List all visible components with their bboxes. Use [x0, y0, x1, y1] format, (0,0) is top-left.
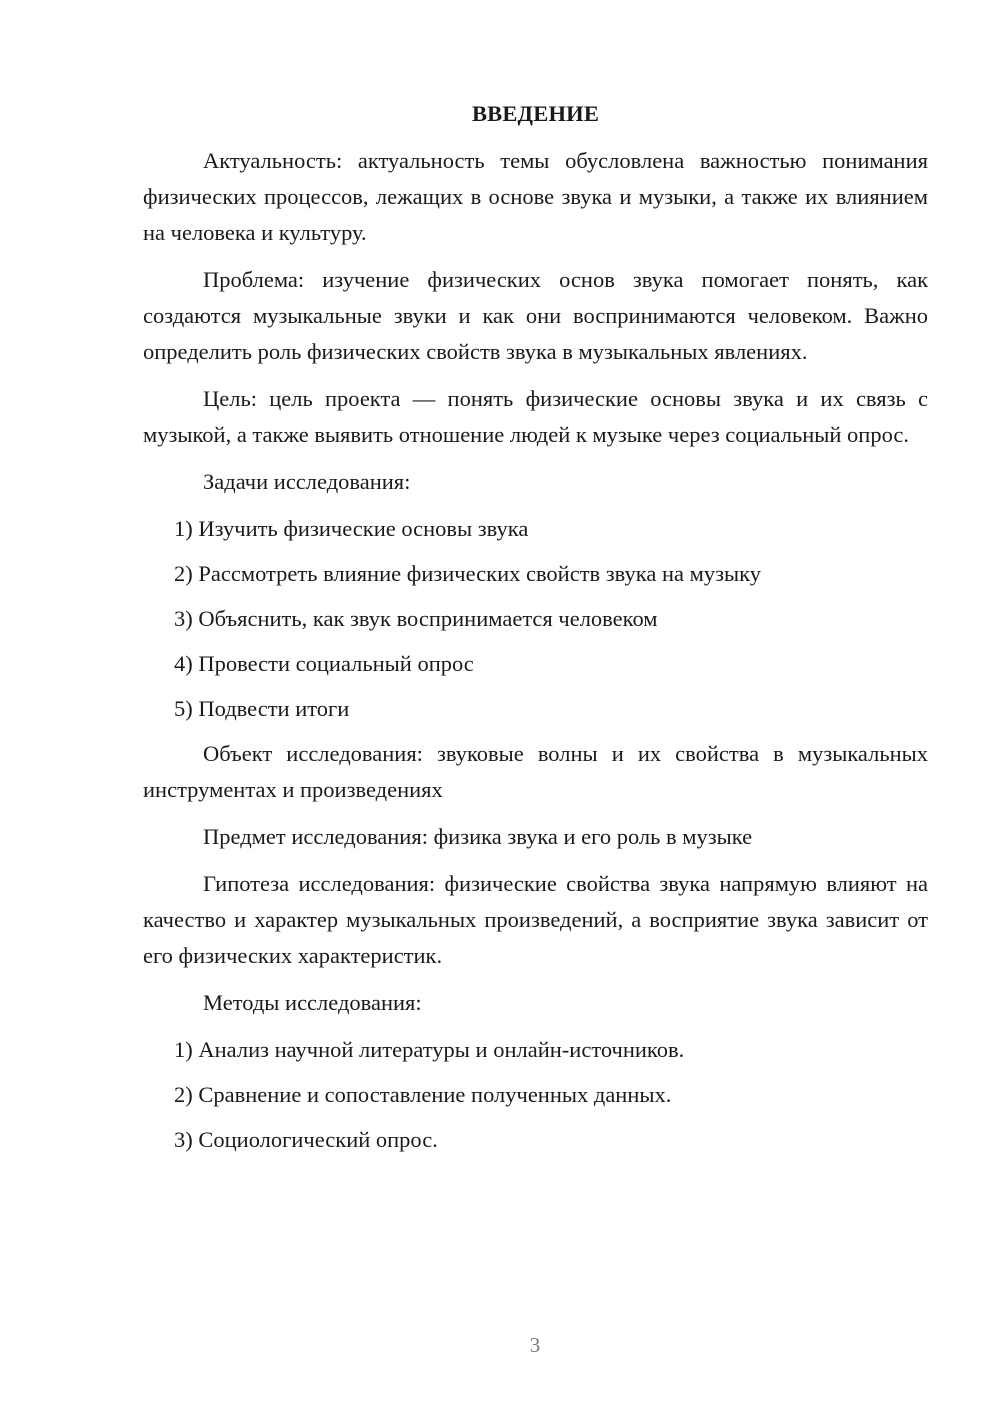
list-item: 1) Анализ научной литературы и онлайн-источников. — [174, 1037, 685, 1062]
paragraph-goal: Цель: цель проекта — понять физические основы звука и их связь с музыкой, а также выявить отношение людей к музыке через социальный опрос. — [143, 386, 928, 447]
paragraph-subject: Предмет исследования: физика звука и его роль в музыке — [203, 824, 753, 849]
list-item: 2) Рассмотреть влияние физических свойств звука на музыку — [174, 561, 761, 586]
list-item: 3) Объяснить, как звук воспринимается человеком — [174, 606, 658, 631]
tasks-list — [143, 511, 928, 727]
list-item: 2) Сравнение и сопоставление полученных данных. — [174, 1082, 672, 1107]
paragraph-problem: Проблема: изучение физических основ звука помогает понять, как создаются музыкальные звуки и как они воспринимаются человеком. Важно определить роль физических свойств звука в музыкальных явлениях. — [143, 267, 928, 364]
page-number: 3 — [529, 1333, 541, 1357]
methods-heading: Методы исследования: — [203, 990, 422, 1015]
document-page — [143, 96, 928, 1167]
methods-list — [143, 1032, 928, 1158]
list-item: 3) Социологический опрос. — [174, 1127, 438, 1152]
list-item: 5) Подвести итоги — [174, 696, 350, 721]
page-title: ВВЕДЕНИЕ — [471, 101, 600, 126]
list-item: 1) Изучить физические основы звука — [174, 516, 529, 541]
tasks-heading: Задачи исследования: — [203, 469, 411, 494]
paragraph-relevance: Актуальность: актуальность темы обусловлена важностью понимания физических процессов, лежащих в основе звука и музыки, а также их влиянием на человека и культуру. — [143, 148, 928, 245]
paragraph-hypothesis: Гипотеза исследования: физические свойства звука напрямую влияют на качество и характер музыкальных произведений, а восприятие звука зависит от его физических характеристик. — [143, 871, 928, 968]
list-item: 4) Провести социальный опрос — [174, 651, 474, 676]
paragraph-object: Объект исследования: звуковые волны и их свойства в музыкальных инструментах и произведениях — [143, 741, 928, 802]
